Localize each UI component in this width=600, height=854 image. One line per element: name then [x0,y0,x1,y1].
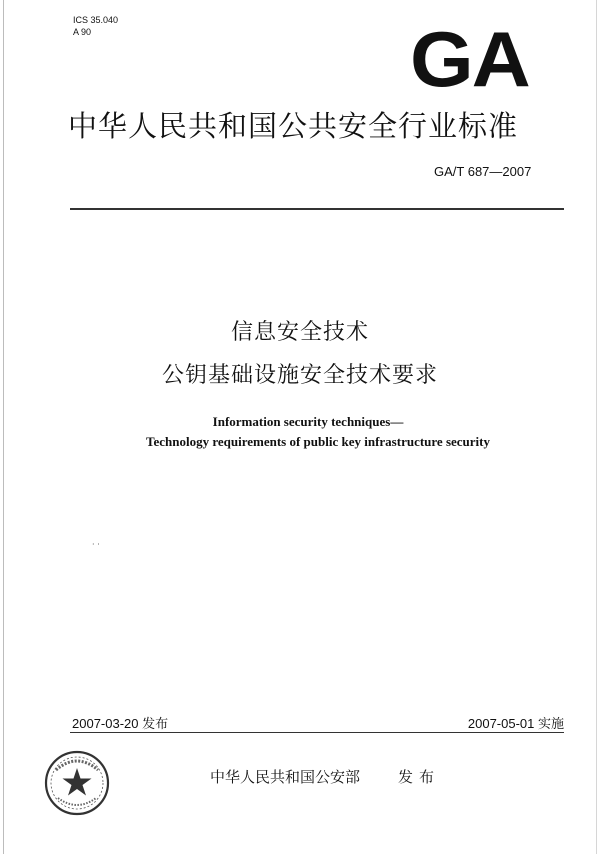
title-cn-line2: 公钥基础设施安全技术要求 [161,363,438,388]
standard-number: GA/T 687—2007 [434,164,532,179]
issuing-authority: 中华人民共和国公安部 [210,768,361,786]
classification-codes [73,14,118,38]
ics-code: ICS 35.040 [73,15,119,25]
top-divider [70,208,564,210]
title-en-line1: Information security techniques— [212,414,404,429]
bottom-divider [70,732,564,733]
issue-date: 2007-03-20 发布 [72,716,169,731]
issue-label: 发布 [398,768,441,786]
title-en-line2: Technology requirements of public key infrastructure security [145,434,490,449]
title-cn-line1: 信息安全技术 [230,320,369,345]
standard-authority: 中华人民共和国公共安全行业标准 [68,109,519,143]
ccs-code: A 90 [73,27,92,37]
ga-logo: GA [410,15,529,103]
scan-speck: · · [92,540,100,549]
official-seal-icon [42,748,112,818]
implementation-date: 2007-05-01 实施 [467,716,564,731]
